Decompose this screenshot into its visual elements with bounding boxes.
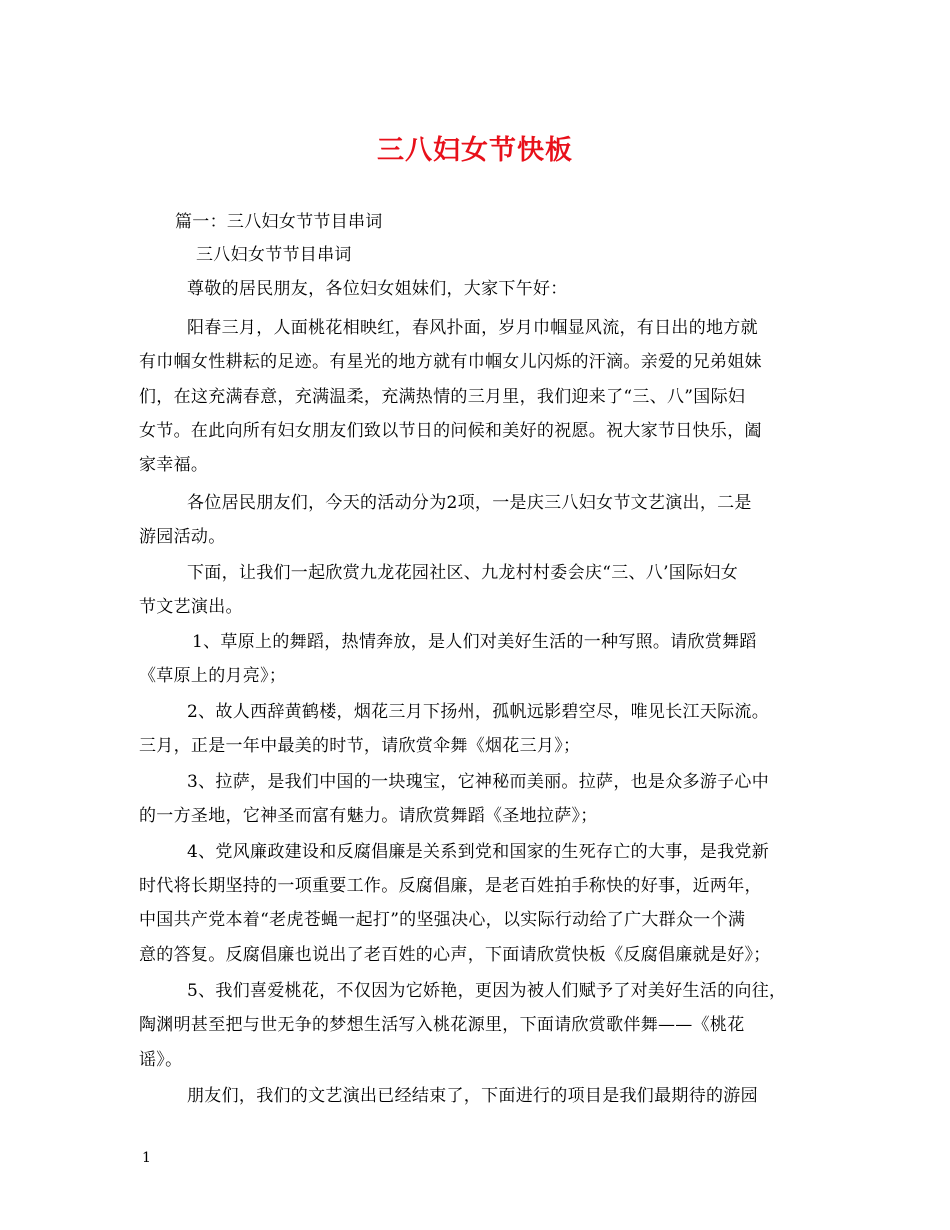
text-line: 游园活动。 [139,527,226,547]
text-line: 朋友们，我们的文艺演出已经结束了，下面进行的项目是我们最期待的游园 [187,1086,758,1106]
text-line: 5、我们喜爱桃花，不仅因为它娇艳，更因为被人们赋予了对美好生活的向往， [187,981,787,1001]
text-line: 《草原上的月亮》； [139,666,287,686]
text-line: 3、拉萨，是我们中国的一块瑰宝，它神秘而美丽。拉萨，也是众多游子心中 [187,772,770,792]
text-line: 阳春三月，人面桃花相映红，春风扑面，岁月巾帼显风流，有日出的地方就 [187,318,758,338]
text-line: 节文艺演出。 [139,597,243,617]
text-line: 三月，正是一年中最美的时节，请欣赏伞舞《烟花三月》； [139,736,581,756]
text-line: 意的答复。反腐倡廉也说出了老百姓的心声，下面请欣赏快板《反腐倡廉就是好》； [139,945,771,965]
text-line: 中国共产党本着“老虎苍蝇一起打”的坚强决心，以实际行动给了广大群众一个满 [139,910,746,930]
text-line: 下面，让我们一起欣赏九龙花园社区、九龙村村委会庆“三、八’国际妇女 [187,563,738,583]
text-line: 有巾帼女性耕耘的足迹。有星光的地方就有巾帼女儿闪烁的汗滴。亲爱的兄弟姐妹 [139,352,762,372]
text-line: 各位居民朋友们，今天的活动分为2项，一是庆三八妇女节文艺演出，二是 [187,493,752,513]
text-line: 三八妇女节节目串词 [196,245,352,265]
text-line: 尊敬的居民朋友，各位妇女姐妹们，大家下午好： [187,279,568,299]
text-line: 时代将长期坚持的一项重要工作。反腐倡廉，是老百姓拍手称快的好事，近两年， [139,876,762,896]
text-line: 女节。在此向所有妇女朋友们致以节日的问候和美好的祝愿。祝大家节日快乐，阖 [139,421,762,441]
document-title: 三八妇女节快板 [377,135,573,166]
text-line: 们，在这充满春意，充满温柔，充满热情的三月里，我们迎来了“三、八”国际妇 [139,387,746,407]
text-line: 4、党风廉政建设和反腐倡廉是关系到党和国家的生死存亡的大事，是我党新 [187,842,770,862]
page-number: 1 [142,1150,151,1166]
text-line: 1、草原上的舞蹈，热情奔放，是人们对美好生活的一种写照。请欣赏舞蹈 [192,632,757,652]
text-line: 陶渊明甚至把与世无争的梦想生活写入桃花源里，下面请欣赏歌伴舞——《桃花 [139,1015,745,1035]
text-line: 篇一：三八妇女节节目串词 [175,212,383,232]
text-line: 的一方圣地，它神圣而富有魅力。请欣赏舞蹈《圣地拉萨》； [139,806,598,826]
text-line: 2、故人西辞黄鹤楼，烟花三月下扬州，孤帆远影碧空尽，唯见长江天际流。 [187,702,770,722]
text-line: 家幸福。 [139,455,209,475]
text-line: 谣》。 [139,1050,183,1070]
